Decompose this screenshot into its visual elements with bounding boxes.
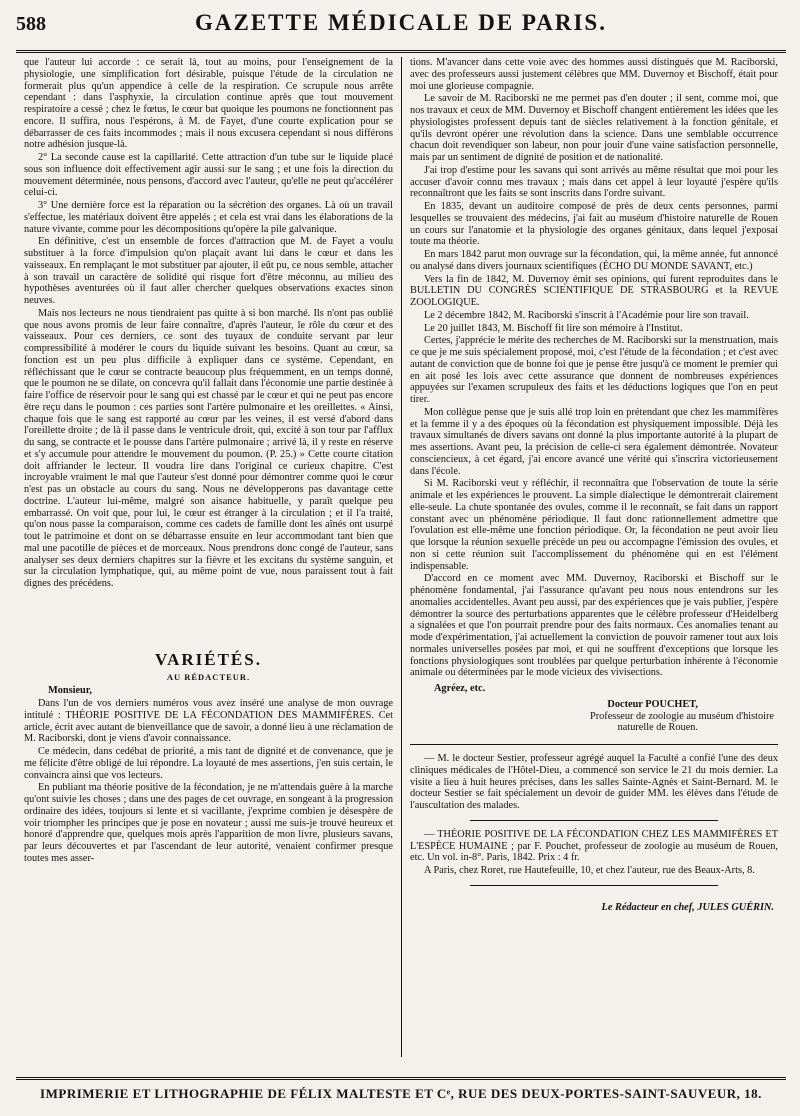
page-number: 588 (16, 13, 46, 35)
left-column (16, 57, 401, 1057)
news-item: — THÉORIE POSITIVE DE LA FÉCONDATION CHEZ LES MAMMIFÈRES ET L'ESPÈCE HUMAINE ; par F. Pouchet, professeur de zoologie au muséum de Rouen, etc. Un vol. in-8°. Paris, 1842. Prix : 4 fr. (410, 828, 778, 864)
editor-signature: Le Rédacteur en chef, JULES GUÉRIN. (601, 901, 774, 913)
right-paragraph: En mars 1842 parut mon ouvrage sur la fécondation, qui, la même année, fut annoncé ou analysé dans divers journaux scientifiques (ÉCHO DU MONDE SAVANT, etc.) (410, 249, 778, 272)
right-paragraph: Mon collègue pense que je suis allé trop loin en prétendant que chez les mammifères et la femme il y a des époques où la fécondation est physiquement impossible. Déjà les travaux simultanés de divers savans ont donné la plus importante autorité à la plupart de mes assertions. Avant peu, la précision de celle-ci sera également démontrée. Novateur consciencieux, à cet égard, j'ai encore avancé une vérité qui s'inscrira victorieusement dans l'école. (410, 406, 778, 477)
right-paragraph: Le 20 juillet 1843, M. Bischoff fit lire son mémoire à l'Institut. (424, 322, 683, 334)
letter-salutation: Monsieur, (48, 685, 92, 697)
letter-paragraph: Ce médecin, dans cedébat de priorité, a mis tant de dignité et de convenance, que je me félicite d'être obligé de lui répondre. La loyauté de mes assertions, j'en suis certain, le convaincra ainsi que vos lecteurs. (24, 746, 393, 781)
right-column (401, 57, 786, 1057)
letter-signoff: Agréez, etc. (434, 683, 486, 694)
news-item: A Paris, chez Roret, rue Hautefeuille, 10, et chez l'auteur, rue des Beaux-Arts, 8. (424, 865, 755, 876)
right-paragraph: Le savoir de M. Raciborski ne me permet pas d'en douter ; il sent, comme moi, que nos travaux et ceux de MM. Duvernoy et Bischoff changent entièrement les idées que les physiologistes professent depuis tant de siècles relativement à la fonction génitale, et qu'ils devront opérer une révolution dans la science. Dans une semblable occurrence chacun doit revendiquer son labeur, non pour jouir d'une vaine satisfaction personnelle, mais par un sentiment de dignité de position et de nationalité. (410, 93, 778, 163)
left-paragraph: Mais nos lecteurs ne nous tiendraient pas quitte à si bon marché. Ils n'ont pas oublié que nous avons promis de leur faire connaître, d'après l'auteur, le rôle du cœur et des vaisseaux. Pour ces derniers, ce sont des tuyaux de conduite servant par leur compressibilité à modérer le cours du liquide suivant les besoins. Quant au cœur, sa fonction est un peu plus difficile à expliquer dans ce système. Cependant, en réfléchissant que le cœur se contracte beaucoup plus fréquemment, en un temps donné, que le poumon ne se dilate, on concevra qu'il fallait dans l'économie une partie destinée à faire l'office de réservoir pour le sang qui est chassé par le cœur et qui ne peut pas encore être reçu dans le poumon : ces parties sont l'artère pulmonaire et les oreillettes. « Ainsi, chaque fois que le sang est rapporté au cœur par les veines, il est versé d'abord dans l'oreillette droite ; de là il passe dans le ventricule droit, qui, excité à son tour par l'afflux du sang, se contracte et le pousse dans l'artère pulmonaire ; arrivé là, il y reste en réserve et s'y accumule pour attendre le mouvement du poumon. (P. 25.) » Cette courte citation doit affriander le lecteur. Il voudra lire dans l'original ce curieux chapitre. C'est incroyable vraiment le mal que l'auteur s'est donné pour démontrer comme quoi le cœur n'est pas un obstacle au cours du sang. Nous ne développerons pas davantage cette doctrine. L'auteur lui-même, malgré son aisance habituelle, y paraît quelque peu embarrassé. On voit que, pour lui, le cœur est étranger à la circulation ; et il l'a traité, qu'on nous passe la comparaison, comme ces cadets de famille dont les aînés ont usurpé tout le patrimoine et dont on se débarrasse ensuite en leur accommodant tant bien que mal une pacotille de pièces et de morceaux. Nous prendrons donc congé de l'auteur, sans analyser ses deux derniers chapitres sur la fièvre et les excitans du système sanguin, et sur la circulation lymphatique, qui, au même point de vue, nous paraissent tout à fait dignes des précédens. (24, 307, 393, 589)
section-divider (410, 744, 778, 745)
right-paragraph: Vers la fin de 1842, M. Duvernoy émit ses opinions, qui furent reproduites dans le BULLETIN DU CONGRÈS SCIENTIFIQUE DE STRASBOURG et la REVUE ZOOLOGIQUE. (410, 273, 778, 308)
two-column-body (16, 57, 786, 1057)
right-paragraph: En 1835, devant un auditoire composé de près de deux cents personnes, parmi lesquelles se trouvaient des médecins, j'ai fait au muséum d'histoire naturelle de Rouen un cours sur l'anatomie et la physiologie des organes génitaux, dans lequel j'exposai toute ma théorie. (410, 201, 778, 248)
left-paragraph: que l'auteur lui accorde : ce serait là, tout au moins, pour l'enseignement de la physiologie, une simplification fort désirable, puisque l'étude de la circulation ne formerait plus qu'un appendice à celle de la respiration. Ce scrupule nous arrête cependant : dans l'asphyxie, la circulation continue après que tout mouvement respiratoire a cessé ; chez le fœtus, le cœur bat quoique les poumons ne fonctionnent pas encore. Il suffira, nous l'espérons, à M. de Fayet, d'une courte explication pour se débarrasser de ces faits incommodes ; mais il nous excusera cependant si nous différons notre adhésion jusque-là. (24, 57, 393, 151)
left-paragraph: En définitive, c'est un ensemble de forces d'attraction que M. de Fayet a voulu substituer à la force d'impulsion qu'on plaçait avant lui dans le cœur et dans les vaisseaux. En remplaçant le mot substituer par ajouter, il eût pu, ce nous semble, attacher à son travail un caractère de solidité qui risque fort d'être méconnu, au milieu des hypothèses aventurées où il faut aller chercher quelques observations exactes sinon neuves. (24, 236, 393, 306)
news-item: — M. le docteur Sestier, professeur agrégé auquel la Faculté a confié l'une des deux cliniques médicales de l'Hôtel-Dieu, a commencé son service le 21 du mois dernier. La visite a lieu à huit heures précises, dans les salles Sainte-Agnès et Saint-Bernard. M. le docteur Sestier se fait spécialement un devoir de guider MM. les élèves dans l'étude de l'auscultation des malades. (410, 753, 778, 811)
right-paragraph: J'ai trop d'estime pour les savans qui sont arrivés au même résultat que moi pour les accuser d'avoir connu mes travaux ; mais dans cet appel à leur loyauté j'espère qu'ils reconnaîtront que les faits se sont inscrits dans l'ordre suivant. (410, 164, 778, 200)
letter-paragraph: En publiant ma théorie positive de la fécondation, je ne m'attendais guère à la marche qu'ont suivie les choses ; dans une des pages de cet ouvrage, en songeant à la progression ordinaire des idées, toujours si lente et si vacillante, j'exprime combien je désespère de voir triompher les principes que je pose en novateur ; aussi me suis-je trouvé heureux et honoré d'apprendre que, quelques mois après l'apparition de mon livre, plusieurs savans, par leurs découvertes et par l'ascendant de leur autorité, venaient confirmer presque toutes mes asser- (24, 782, 393, 864)
short-divider (470, 820, 718, 821)
header-rule (16, 50, 786, 53)
journal-title: GAZETTE MÉDICALE DE PARIS. (195, 10, 607, 35)
signature-title: Professeur de zoologie au muséum d'histoire (589, 710, 774, 722)
letter-address: AU RÉDACTEUR. (166, 671, 251, 682)
signature-name: Docteur POUCHET, (607, 698, 698, 710)
page-header (16, 10, 786, 50)
newspaper-page (16, 10, 786, 1106)
footer-rule (16, 1077, 786, 1080)
right-paragraph: tions. M'avancer dans cette voie avec des hommes aussi distingués que M. Raciborski, avec des professeurs aussi justement célèbres que MM. Duvernoy et Bischoff, était pour moi une glorieuse compagnie. (410, 57, 778, 92)
signature-title-line2: naturelle de Rouen. (617, 722, 698, 734)
left-paragraph: 3° Une dernière force est la réparation ou la sécrétion des organes. Là où un travail s'effectue, les matériaux doivent être appelés ; et cela est vrai dans les élaborations de la nature vivante, comme pour les décompositions qu'opère la pile galvanique. (24, 200, 393, 235)
left-paragraph: 2° La seconde cause est la capillarité. Cette attraction d'un tube sur le liquide placé sous son influence doit effectivement agir aussi sur le sang ; et une fois la direction du mouvement déterminée, nous pensons, d'accord avec l'auteur, qu'elle ne peut qu'accélérer celui-ci. (24, 152, 393, 199)
right-paragraph: D'accord en ce moment avec MM. Duvernoy, Raciborski et Bischoff sur le phénomène fondamental, j'ai l'assurance qu'avant peu nous nous entendrons sur les anomalies accidentelles. Avant peu aussi, par des expériences que je vais publier, j'espère démontrer la source des perturbations apparentes que le célèbre professeur d'Heidelberg a signalées et que l'on pourrait prendre pour des faits normaux. Ces anomalies tenant au mode d'expérimentation, j'ai actuellement la conviction de pouvoir ramener tout aux lois normales universelles posées par moi, et qui ne souffrent d'exceptions que lorsque les fonctions physiologiques sont troublées par quelque perturbation inhérente à l'économie animale ou déterminées par le mode vicieux des vivisections. (410, 573, 778, 679)
printer-imprint: IMPRIMERIE ET LITHOGRAPHIE DE FÉLIX MALTESTE ET Cᵉ, RUE DES DEUX-PORTES-SAINT-SAUVEUR, 18. (40, 1086, 762, 1101)
letter-paragraph: Dans l'un de vos derniers numéros vous avez inséré une analyse de mon ouvrage intitulé : THÉORIE POSITIVE DE LA FÉCONDATION DES MAMMIFÈRES. Cet article, écrit avec autant de bienveillance que de savoir, a donné lieu à une réclamation de M. Raciborski, dont je viens d'avoir connaissance. (24, 698, 393, 745)
section-title-varietes: VARIÉTÉS. (155, 649, 262, 669)
right-paragraph: Certes, j'apprécie le mérite des recherches de M. Raciborski sur la menstruation, mais ce que je me suis spécialement proposé, moi, c'est l'étude de la fécondation ; et c'est avec autant de conviction que de bonne foi que je pense être jusqu'à ce moment le premier qui en ait posé les lois avec cette assurance que donnent de nombreuses expériences appuyées sur l'examen scrupuleux des faits et les déductions logiques que l'on en peut tirer. (410, 335, 778, 405)
right-paragraph: Le 2 décembre 1842, M. Raciborski s'inscrit à l'Académie pour lire son travail. (424, 309, 749, 321)
short-divider (470, 885, 718, 886)
right-paragraph: Si M. Raciborski veut y réfléchir, il reconnaîtra que l'observation de toute la série animale et les expériences le prouvent. La simple dialectique le démontrerait clairement elle-seule. La chute spontanée des ovules, comme il le reconnaît, se fait dans un rapport constant avec un phénomène périodique. Il faut donc rationnellement admettre que l'ovulation est elle-même une fonction périodique. Or, la fécondation ne peut avoir lieu que lorsque la réunion sexuelle précède un peu ou accompagne l'émission des ovules, et non si cette réunion suit l'accomplissement du phénomène qui en est l'élément indispensable. (410, 478, 778, 572)
